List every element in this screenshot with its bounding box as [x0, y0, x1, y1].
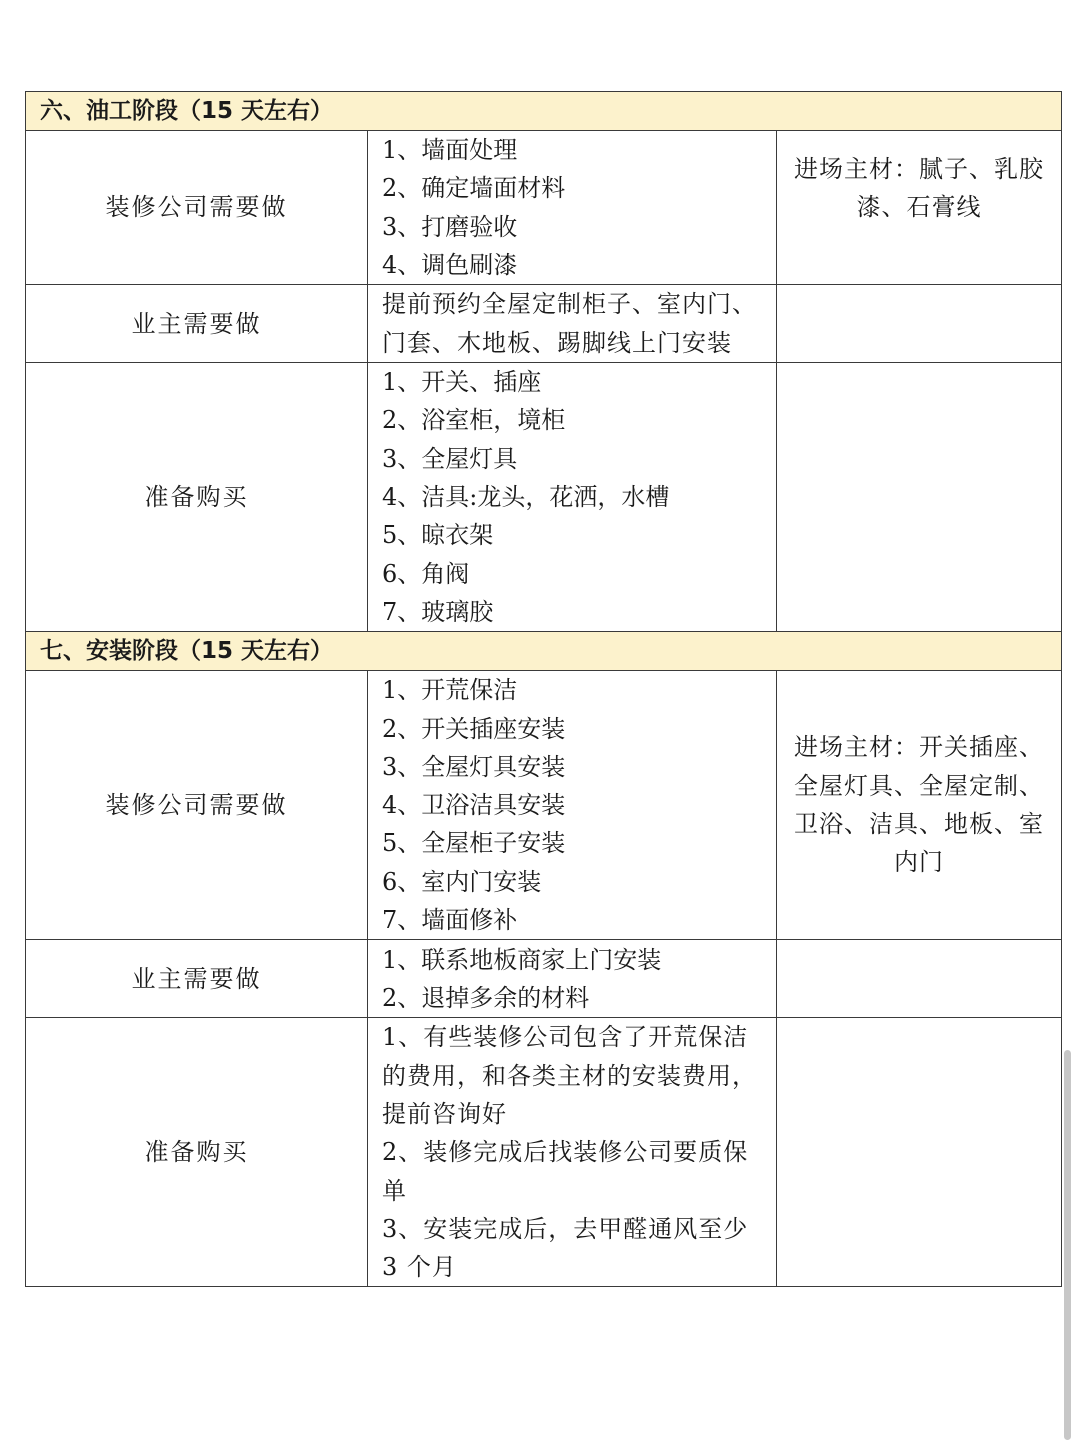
section-title: 六、油工阶段（15 天左右） — [26, 92, 1062, 131]
list-item: 3、全屋灯具 — [382, 444, 518, 473]
list-item: 5、全屋柜子安装 — [382, 829, 566, 858]
list-item: 2、装修完成后找装修公司要质保单 — [382, 1138, 749, 1205]
list-item: 4、卫浴洁具安装 — [382, 791, 566, 820]
section-header-painting — [26, 92, 1062, 131]
list-item: 7、玻璃胶 — [382, 597, 494, 626]
list-item: 1、开关、插座 — [382, 368, 542, 397]
table-row — [26, 363, 1062, 632]
row-items — [368, 1018, 777, 1287]
table-row — [26, 285, 1062, 363]
schedule-table — [25, 91, 1062, 1287]
list-item: 2、确定墙面材料 — [382, 174, 566, 203]
list-item: 3、打磨验收 — [382, 212, 518, 241]
list-item: 1、墙面处理 — [382, 136, 518, 164]
row-items — [368, 131, 777, 285]
row-note — [777, 285, 1062, 363]
list-item: 4、调色刷漆 — [382, 250, 518, 279]
row-note — [777, 940, 1062, 1018]
note-text: 进场主材：开关插座、全屋灯具、全屋定制、卫浴、洁具、地板、室内门 — [794, 733, 1044, 877]
list-item: 1、联系地板商家上门安装 — [382, 945, 662, 974]
table-row — [26, 131, 1062, 285]
row-items — [368, 940, 777, 1018]
row-items — [368, 671, 777, 940]
list-item: 3、全屋灯具安装 — [382, 752, 566, 781]
list-item: 3、安装完成后，去甲醛通风至少 3 个月 — [382, 1214, 749, 1282]
row-note — [777, 1018, 1062, 1287]
row-label: 装修公司需要做 — [26, 131, 368, 285]
row-label: 业主需要做 — [26, 940, 368, 1018]
list-item: 提前预约全屋定制柜子、室内门、门套、木地板、踢脚线上门安装 — [382, 290, 757, 357]
list-item: 2、退掉多余的材料 — [382, 983, 590, 1012]
list-item: 7、墙面修补 — [382, 906, 518, 935]
list-item: 6、室内门安装 — [382, 867, 542, 896]
table-row — [26, 940, 1062, 1018]
note-text: 进场主材：腻子、乳胶漆、石膏线 — [794, 155, 1044, 222]
list-item: 5、晾衣架 — [382, 521, 494, 550]
list-item: 2、开关插座安装 — [382, 714, 566, 743]
section-header-installation — [26, 632, 1062, 671]
row-label: 准备购买 — [26, 363, 368, 632]
section-title: 七、安装阶段（15 天左右） — [26, 632, 1062, 671]
list-item: 2、浴室柜，境柜 — [382, 406, 566, 435]
row-note — [777, 131, 1062, 285]
row-label: 准备购买 — [26, 1018, 368, 1287]
list-item: 1、有些装修公司包含了开荒保洁的费用，和各类主材的安装费用，提前咨询好 — [382, 1023, 757, 1128]
row-items — [368, 363, 777, 632]
vertical-scrollbar[interactable] — [1064, 1050, 1071, 1440]
table-row — [26, 671, 1062, 940]
list-item: 6、角阀 — [382, 559, 470, 588]
row-note — [777, 671, 1062, 940]
row-note — [777, 363, 1062, 632]
row-items — [368, 285, 777, 363]
table-row — [26, 1018, 1062, 1287]
renovation-schedule-sheet — [25, 91, 1061, 1287]
list-item: 4、洁具:龙头，花洒，水槽 — [382, 483, 670, 512]
row-label: 业主需要做 — [26, 285, 368, 363]
row-label: 装修公司需要做 — [26, 671, 368, 940]
list-item: 1、开荒保洁 — [382, 676, 518, 705]
